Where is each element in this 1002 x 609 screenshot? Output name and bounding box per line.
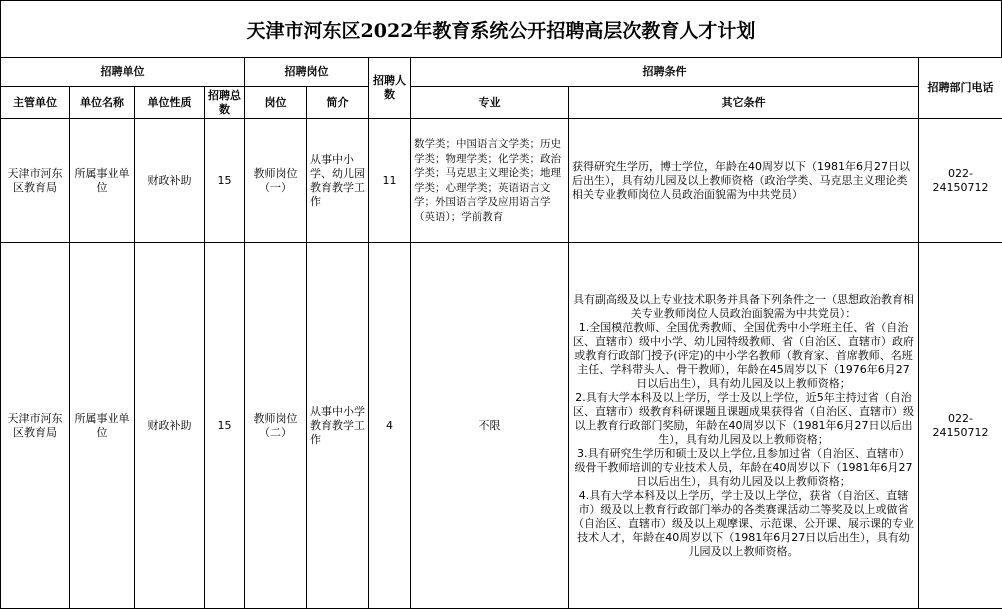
header-conditions: 招聘条件	[411, 58, 919, 87]
cell-dept: 天津市河东区教育局	[1, 243, 70, 609]
header-intro: 简介	[307, 87, 369, 119]
cell-post: 教师岗位（二）	[245, 243, 307, 609]
cell-count: 4	[369, 243, 411, 609]
header-post: 岗位	[245, 87, 307, 119]
condition-line: 4.具有大学本科及以上学历，学士及以上学位，获省（自治区、直辖市）级及以上教育行政部门举办的各类赛课活动二等奖及以上或做省（自治区、直辖市）级及以上观摩课、示范课、公开课、展示课的专业技术人才，年龄在40周岁以下（1981年6月27日以后出生），具有幼儿园及以上教师资格。	[572, 489, 915, 559]
page-title: 天津市河东区2022年教育系统公开招聘高层次教育人才计划	[0, 0, 1002, 58]
cell-other-conditions	[569, 243, 919, 609]
condition-line: 1.全国模范教师、全国优秀教师、全国优秀中小学班主任、省（自治区、直辖市）级中小学、幼儿园特级教师、省（自治区、直辖市）政府或教育行政部门授予(评定)的中小学名教师（教育家、首席教师、名班主任、学科带头人、骨干教师），年龄在45周岁以下（1976年6月27日以后出生），具有幼儿园及以上教师资格；	[572, 321, 915, 391]
header-unit-nature: 单位性质	[135, 87, 205, 119]
cell-unit-name: 所属事业单位	[70, 243, 135, 609]
cell-post: 教师岗位（一）	[245, 119, 307, 243]
table-row	[1, 243, 1002, 609]
cell-dept: 天津市河东区教育局	[1, 119, 70, 243]
cell-phone: 022-24150712	[919, 119, 1002, 243]
cell-total: 15	[205, 119, 245, 243]
cell-total: 15	[205, 243, 245, 609]
header-unit-name: 单位名称	[70, 87, 135, 119]
cell-intro: 从事中小学、幼儿园教育教学工作	[307, 119, 369, 243]
header-row-1	[1, 58, 1002, 87]
cell-unit-nature: 财政补助	[135, 119, 205, 243]
condition-line: 具有副高级及以上专业技术职务并具备下列条件之一（思想政治教育相关专业教师岗位人员政治面貌需为中共党员）：	[572, 293, 915, 321]
table-row	[1, 119, 1002, 243]
condition-line: 2.具有大学本科及以上学历，学士及以上学位，近5年主持过省（自治区、直辖市）级教育科研课题且课题成果获得省（自治区、直辖市）级以上教育行政部门奖励，年龄在40周岁以下（1981年6月27日以后出生），具有幼儿园及以上教师资格；	[572, 391, 915, 447]
header-total: 招聘总数	[205, 87, 245, 119]
cell-other: 获得研究生学历，博士学位，年龄在40周岁以下（1981年6月27日以后出生），具有幼儿园及以上教师资格（政治学类、马克思主义理论类相关专业教师岗位人员政治面貌需为中共党员）	[569, 119, 919, 243]
cell-phone: 022-24150712	[919, 243, 1002, 609]
header-major: 专业	[411, 87, 569, 119]
header-phone: 招聘部门电话	[919, 58, 1002, 119]
header-row-2	[1, 87, 1002, 119]
cell-unit-name: 所属事业单位	[70, 119, 135, 243]
header-dept: 主管单位	[1, 87, 70, 119]
cell-intro: 从事中小学教育教学工作	[307, 243, 369, 609]
header-recruiting-unit: 招聘单位	[1, 58, 245, 87]
cell-unit-nature: 财政补助	[135, 243, 205, 609]
cell-count: 11	[369, 119, 411, 243]
header-recruiting-post: 招聘岗位	[245, 58, 369, 87]
condition-line: 3.具有研究生学历和硕士及以上学位,且参加过省（自治区、直辖市）级骨干教师培训的专业技术人员，年龄在40周岁以下（1981年6月27日以后出生），具有幼儿园及以上教师资格；	[572, 447, 915, 489]
header-recruit-count: 招聘人数	[369, 58, 411, 119]
cell-major: 数学类；中国语言文学类；历史学类；物理学类；化学类；政治学类；马克思主义理论类；地理学类；心理学类；英语语言文学；外国语言学及应用语言学（英语）；学前教育	[411, 119, 569, 243]
cell-major: 不限	[411, 243, 569, 609]
header-other: 其它条件	[569, 87, 919, 119]
recruitment-table	[0, 57, 1002, 609]
